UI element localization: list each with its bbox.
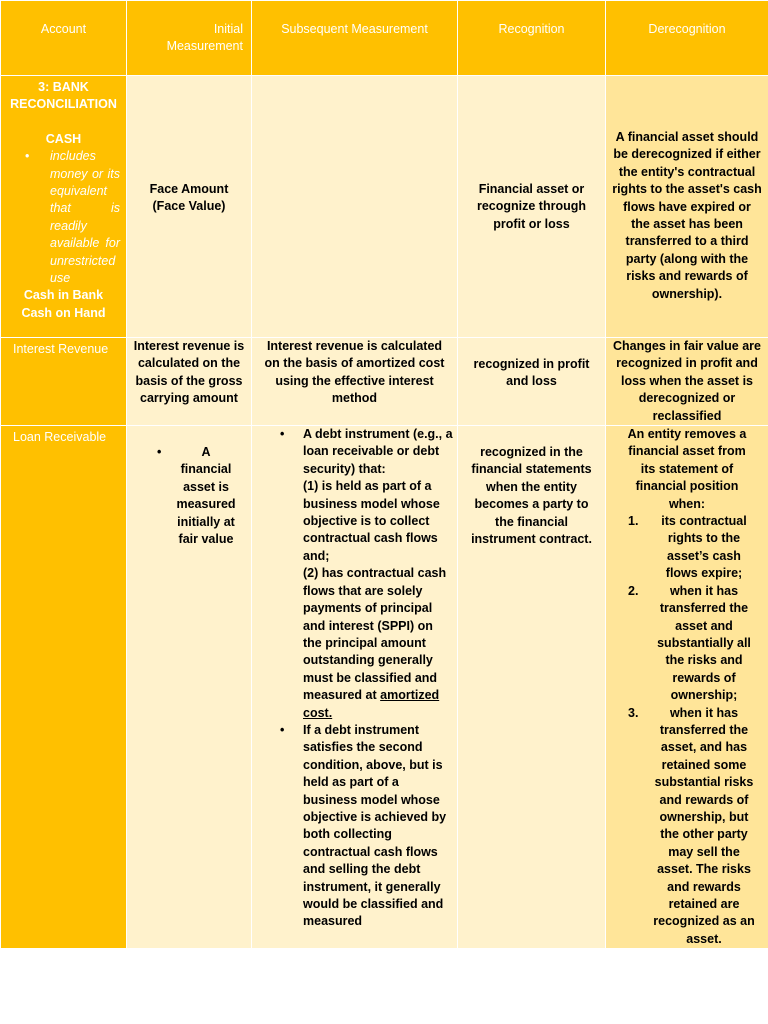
section-line1: 3: BANK xyxy=(38,80,89,94)
loan-recognition-cell xyxy=(458,426,606,949)
loan-initial-cell xyxy=(127,426,252,949)
cash-initial-cell xyxy=(127,76,252,338)
interest-derecognition-cell xyxy=(606,338,768,426)
list-item xyxy=(252,426,457,722)
header-recognition: Recognition xyxy=(458,1,606,76)
list-item xyxy=(127,444,251,548)
loan-derecognition-list xyxy=(606,513,768,948)
bullet-icon: • xyxy=(280,722,285,737)
header-subsequent-measurement: Subsequent Measurement xyxy=(252,1,458,76)
cash-label: CASH xyxy=(45,131,82,146)
cash-derecognition: A financial asset should be derecognized if either the entity's contractual rights to the asset's cash flows have expired or the asset has been transferred to a third party (along with the risks and rewards of ownership). xyxy=(612,130,762,301)
section-line2: RECONCILIATION xyxy=(10,97,117,112)
bullet-icon: • xyxy=(157,445,162,460)
header-derecognition: Derecognition xyxy=(606,1,768,76)
loan-subsequent-cell xyxy=(252,426,458,949)
loan-derecognition-cell xyxy=(606,426,768,949)
table-row-interest xyxy=(1,338,768,426)
loan-subsequent-1c: (2) has contractual cash flows that are solely payments of principal and interest (SPPI) on the principal amount outstanding generally must be classified and measured at amortized cost. xyxy=(303,566,447,720)
interest-subsequent-cell xyxy=(252,338,458,426)
cash-description: includes money or its equivalent that is readily available for unrestricted use xyxy=(50,149,120,286)
cash-subsequent-cell xyxy=(252,76,458,338)
cash-on-hand: Cash on Hand xyxy=(21,305,106,320)
header-initial-line2: Measurement xyxy=(166,39,243,54)
cash-recognition-cell xyxy=(458,76,606,338)
list-item: 3. when it has transferred the asset, and has retained some substantial risks and rewards of ownership, but the other party may sell the asset. The risks and rewards retained are recognized as an asset. xyxy=(628,705,755,946)
cash-recognition: Financial asset or recognize through profit or loss xyxy=(476,182,587,231)
loan-subsequent-2: If a debt instrument satisfies the second condition, above, but is held as part of a business model whose objective is achieved by both collecting contractual cash flows and selling the debt instrument, it generally would be classified and measured xyxy=(303,722,447,929)
loan-subsequent-1a: A debt instrument (e.g., a loan receivable or debt security) that: xyxy=(303,427,453,476)
list-item xyxy=(252,722,457,931)
table-header-row xyxy=(1,1,768,76)
interest-derecognition: Changes in fair value are recognized in profit and loss when the asset is derecognized or reclassified xyxy=(613,339,761,423)
loan-account: Loan Receivable xyxy=(13,430,107,445)
loan-subsequent-1b: (1) is held as part of a business model whose objective is to collect contractual cash flows and; xyxy=(303,479,440,563)
cash-account-cell xyxy=(1,76,127,338)
cash-initial: Face Amount (Face Value) xyxy=(149,182,229,214)
loan-recognition: recognized in the financial statements when the entity becomes a party to the financial instrument contract. xyxy=(471,445,592,547)
interest-initial: Interest revenue is calculated on the basis of the gross carrying amount xyxy=(133,339,245,406)
cash-in-bank: Cash in Bank xyxy=(23,288,104,303)
interest-recognition: recognized in profit and loss xyxy=(473,357,590,389)
header-account: Account xyxy=(1,1,127,76)
amortized-cost-underline: amortized cost. xyxy=(303,688,440,720)
interest-account: Interest Revenue xyxy=(13,342,109,356)
table-row-loan xyxy=(1,426,768,949)
table-row-cash xyxy=(1,76,768,338)
interest-initial-cell xyxy=(127,338,252,426)
cash-description-list xyxy=(1,148,126,287)
cash-derecognition-cell xyxy=(606,76,768,338)
loan-subsequent-list xyxy=(252,426,457,931)
interest-recognition-cell xyxy=(458,338,606,426)
bullet-icon: • xyxy=(25,149,30,164)
list-item: 2. when it has transferred the asset and substantially all the risks and rewards of ownership; xyxy=(628,583,751,703)
loan-initial-list xyxy=(127,444,251,548)
header-initial-measurement xyxy=(127,1,252,76)
loan-account-cell xyxy=(1,426,127,949)
loan-initial: A financial asset is measured initially at fair value xyxy=(176,445,236,547)
bullet-icon: • xyxy=(280,427,285,442)
interest-subsequent: Interest revenue is calculated on the basis of amortized cost using the effective interest method xyxy=(264,339,445,406)
list-item: 1. its contractual rights to the asset’s cash flows expire; xyxy=(628,514,747,581)
loan-derecognition-intro: An entity removes a financial asset from its statement of financial position when: xyxy=(627,427,747,511)
cash-description-item xyxy=(13,148,126,287)
bank-reconciliation-title xyxy=(1,76,126,114)
interest-account-cell xyxy=(1,338,127,426)
header-initial-line1: Initial xyxy=(213,22,243,36)
